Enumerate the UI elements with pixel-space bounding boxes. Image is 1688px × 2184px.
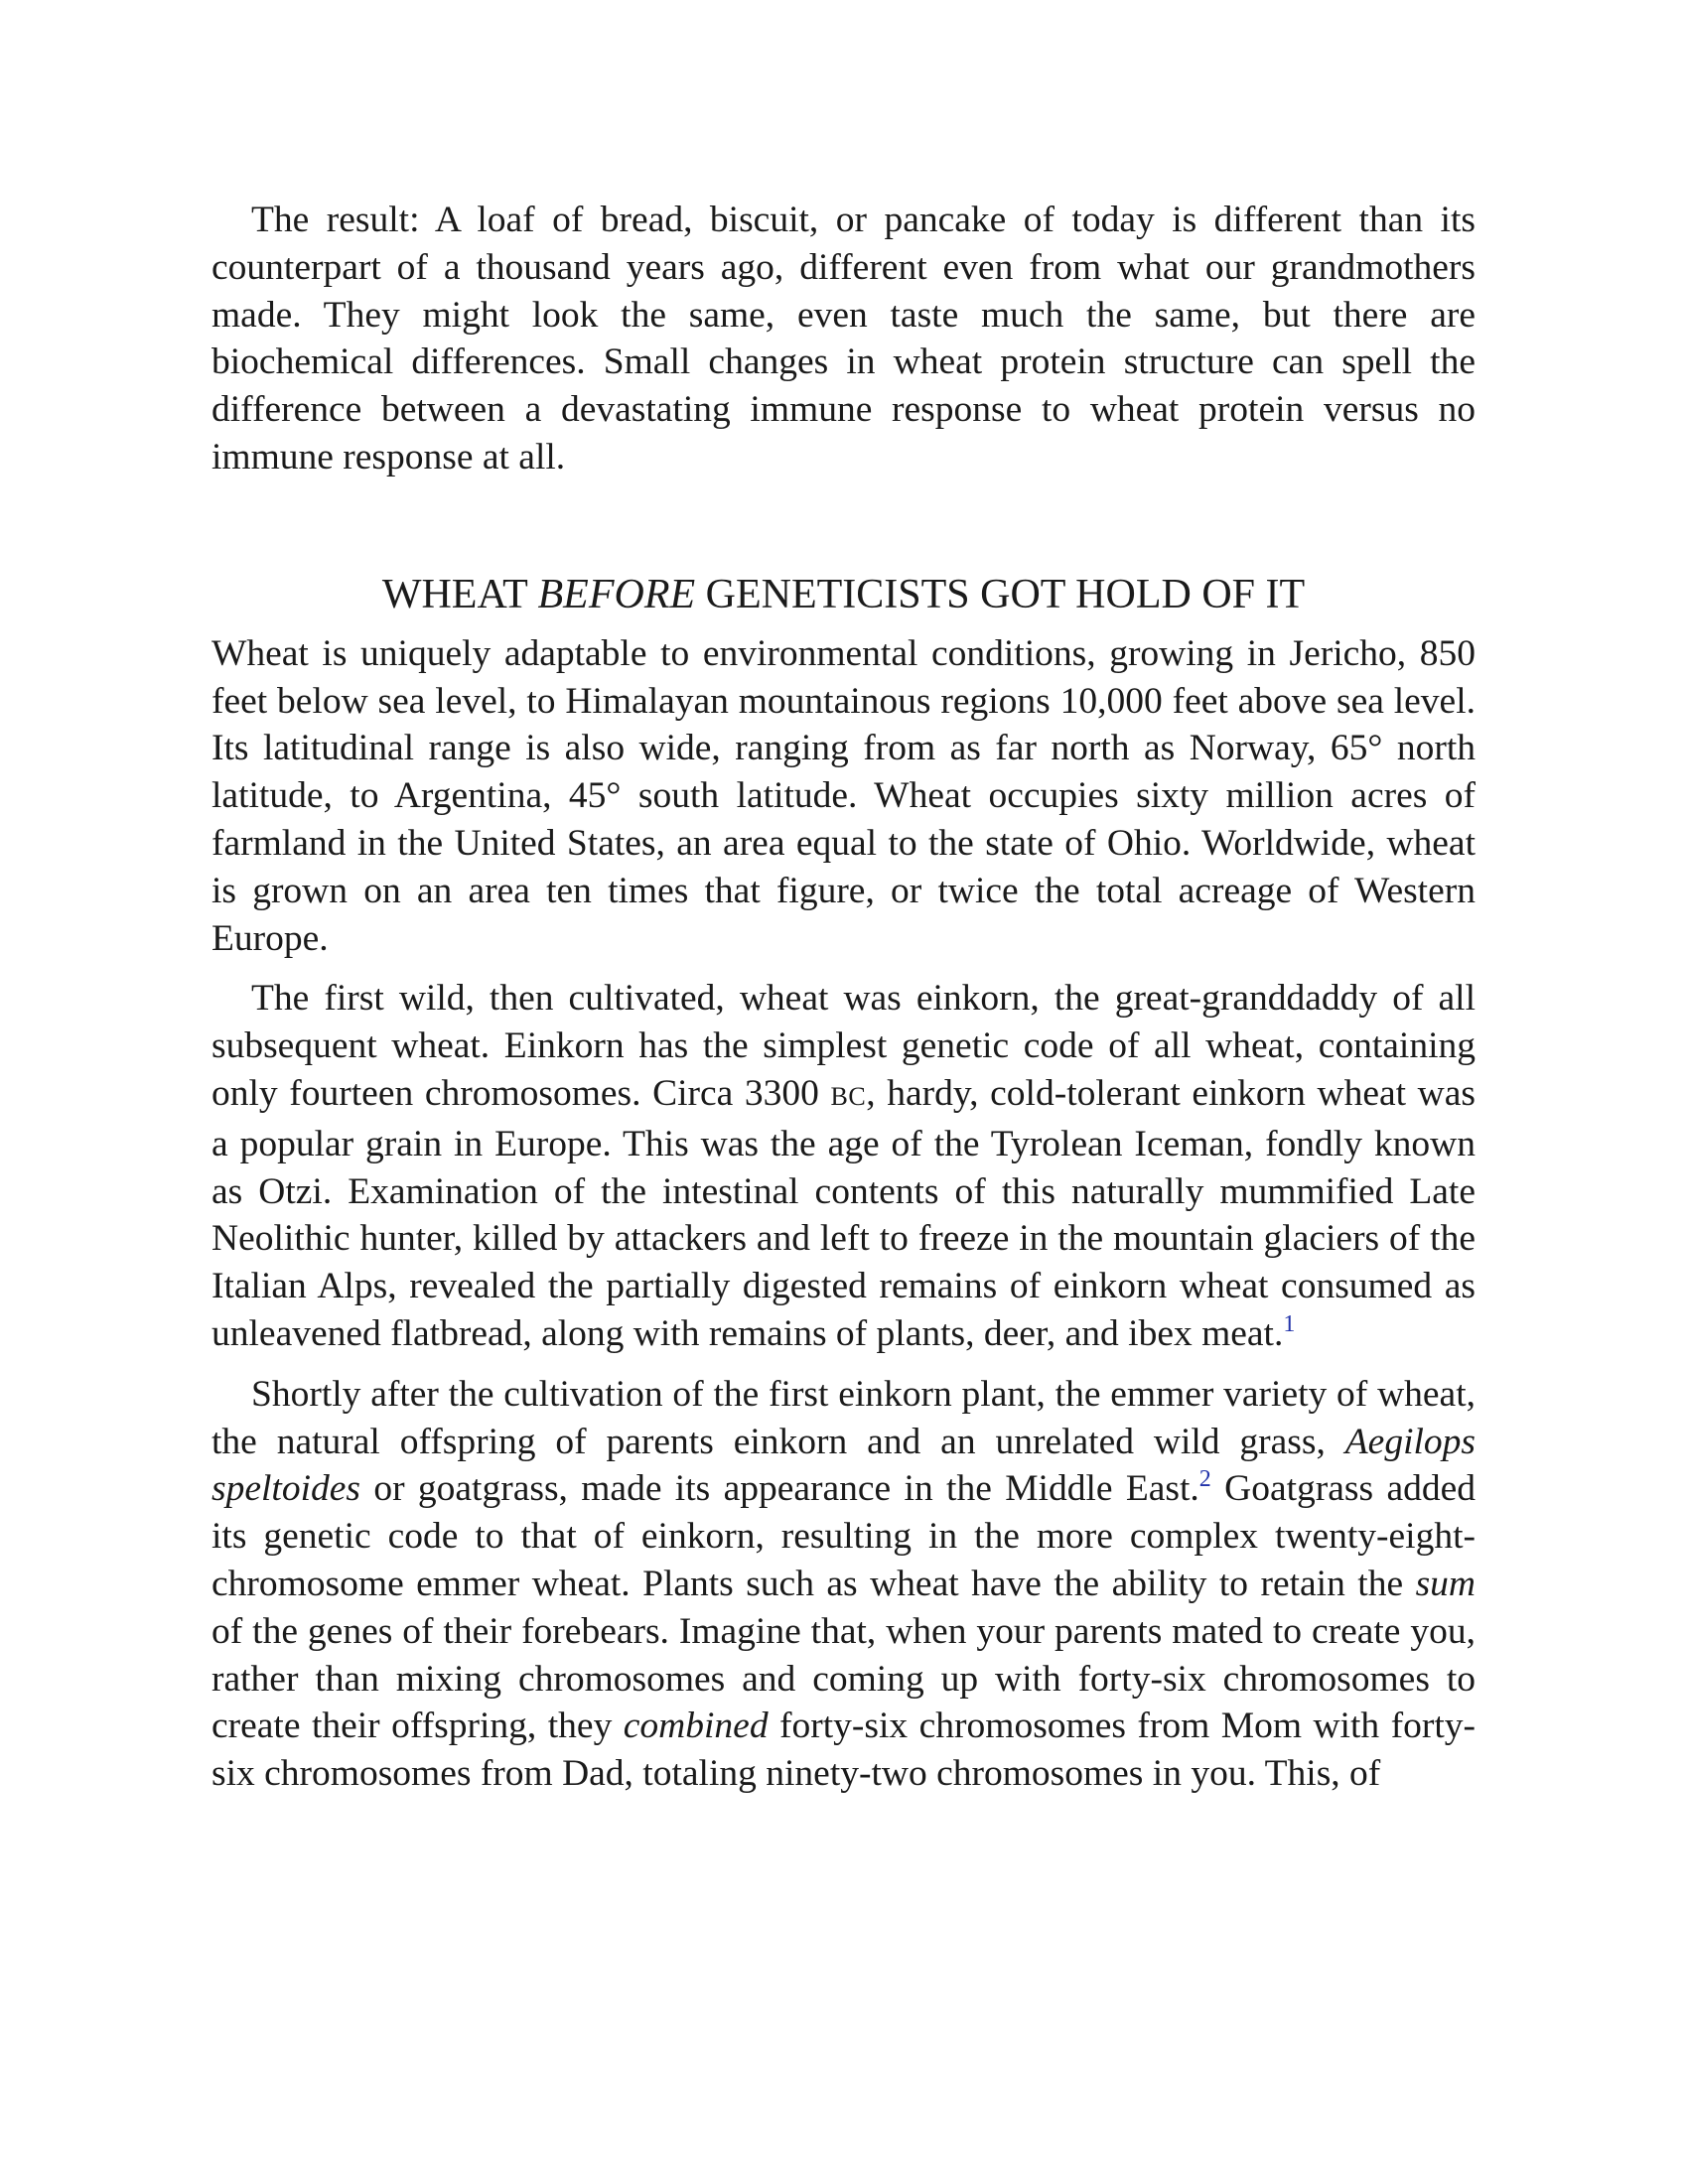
page-body xyxy=(211,197,1476,1798)
section-heading: WHEAT BEFORE GENETICISTS GOT HOLD OF IT xyxy=(381,571,1306,617)
footnote-link-2[interactable]: 2 xyxy=(1198,1466,1211,1493)
footnote-link-1[interactable]: 1 xyxy=(1283,1310,1296,1337)
paragraph-emmer: Shortly after the cultivation of the first einkorn plant, the emmer variety of wheat, the natural offspring of parents einkorn and an unrelated wild grass, Aegilops speltoides or goatgrass, made its appearance in the Middle East.$^2$ Goatgrass added its genetic code to that of einkorn, resulting in the more complex twenty-eight-chromosome emmer wheat. Plants such as wheat have the ability to retain the sum of the genes of their forebears. Imagine that, when your parents mated to create you, rather than mixing chromosomes and coming up with forty-six chromosomes to create their offspring, they combined forty-six chromosomes from Mom with forty-six chromosomes from Dad, totaling ninety-two chromosomes in you. This, of xyxy=(211,1373,1476,1795)
paragraph-adaptability: Wheat is uniquely adaptable to environmental conditions, growing in Jericho, 850 feet below sea level, to Himalayan mountainous regions 10,000 feet above sea level. Its latitudinal range is also wide, ranging from as far north as Norway, 65° north latitude, to Argentina, 45° south latitude. Wheat occupies sixty million acres of farmland in the United States, an area equal to the state of Ohio. Worldwide, wheat is grown on an area ten times that figure, or twice the total acreage of Western Europe. xyxy=(211,632,1476,959)
era-abbreviation: BC xyxy=(830,1081,867,1111)
paragraph-result: The result: A loaf of bread, biscuit, or pancake of today is different than its counterpart of a thousand years ago, different even from what our grandmothers made. They might look the same, even taste much the same, but there are biochemical differences. Small changes in wheat protein structure can spell the difference between a devastating immune response to wheat protein versus no immune response at all. xyxy=(211,200,1476,478)
paragraph-einkorn: The first wild, then cultivated, wheat was einkorn, the great-granddaddy of all subsequent wheat. Einkorn has the simplest genetic code of all wheat, containing only fourteen chromosomes. Circa 3300 BC, hardy, cold-tolerant einkorn wheat was a popular grain in Europe. This was the age of the Tyrolean Iceman, fondly known as Otzi. Examination of the intestinal contents of this naturally mummified Late Neolithic hunter, killed by attackers and left to freeze in the mountain glaciers of the Italian Alps, revealed the partially digested remains of einkorn wheat consumed as unleavened flatbread, along with remains of plants, deer, and ibex meat.$^1$ xyxy=(211,978,1476,1354)
